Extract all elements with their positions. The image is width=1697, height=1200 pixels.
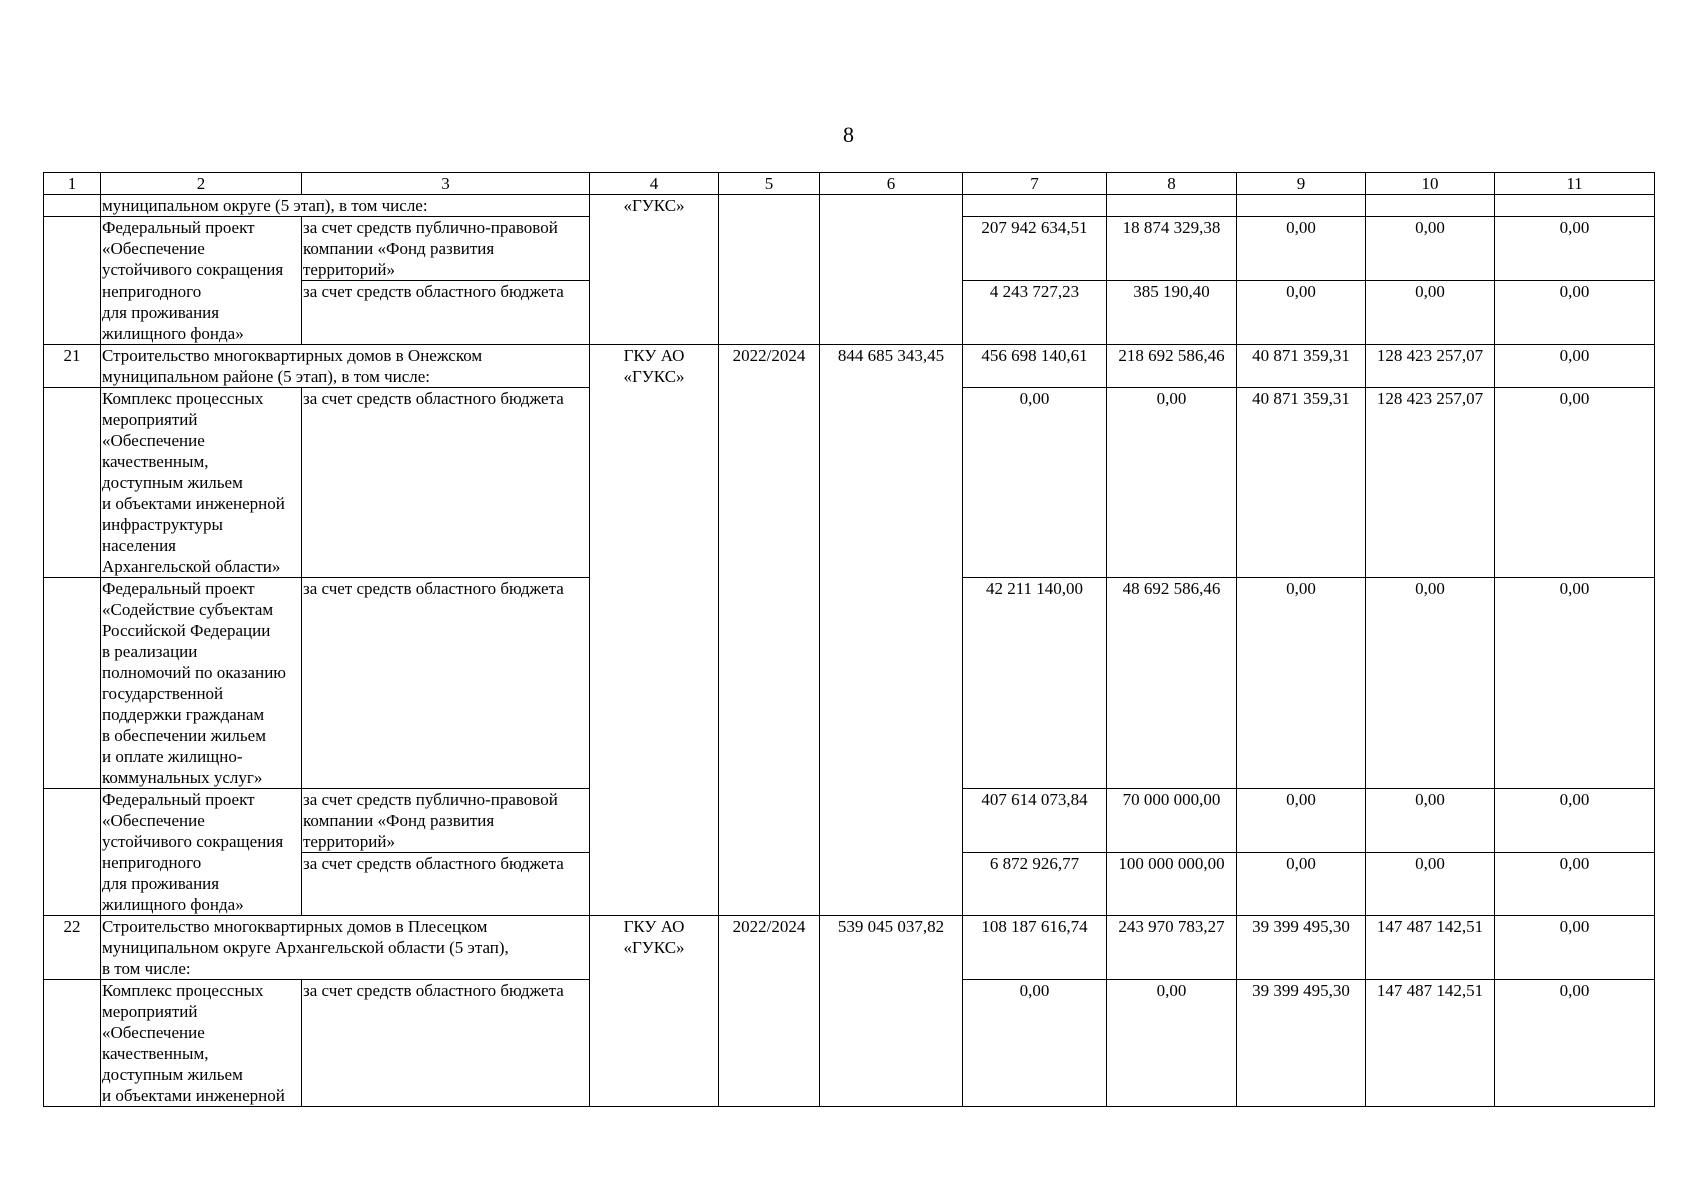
project-line: «Обеспечение	[102, 1023, 205, 1042]
total-cost: 844 685 343,45	[837, 345, 945, 365]
value-cell: 39 399 495,30	[1237, 916, 1366, 980]
value-cell: 456 698 140,61	[963, 344, 1107, 387]
funding-source-cell	[302, 852, 590, 916]
row-number-cell: 21	[44, 344, 101, 387]
funding-source-cell	[302, 217, 590, 281]
total-cost-cell	[820, 195, 963, 345]
value-cell: 128 423 257,07	[1366, 344, 1495, 387]
value-cell: 0,00	[1237, 217, 1366, 281]
project-line: Федеральный проект	[102, 578, 255, 598]
project-name-cell	[101, 980, 302, 1107]
project-line: жилищного фонда»	[102, 323, 244, 343]
column-number: 10	[1366, 173, 1495, 195]
project-line: и объектами инженерной	[102, 1086, 285, 1105]
total-cost: 539 045 037,82	[837, 917, 945, 936]
value-cell: 0,00	[1237, 852, 1366, 916]
page-number: 8	[843, 122, 854, 147]
funding-source-cell	[302, 281, 590, 345]
value-cell	[963, 195, 1107, 217]
value-cell	[1107, 195, 1237, 217]
object-name-line: Строительство многоквартирных домов в Плесецком	[102, 917, 488, 936]
project-line: качественным,	[102, 451, 209, 471]
value-cell	[1495, 195, 1655, 217]
value-cell: 0,00	[1107, 980, 1237, 1107]
row-number-cell: 22	[44, 916, 101, 980]
budget-table	[43, 172, 1655, 1107]
object-name: муниципальном округе (5 этап), в том числе:	[102, 196, 428, 215]
value-cell: 243 970 783,27	[1107, 916, 1237, 980]
project-line: доступным жильем	[102, 472, 243, 492]
value-cell: 42 211 140,00	[963, 577, 1107, 788]
column-number: 3	[302, 173, 590, 195]
value-cell	[1366, 195, 1495, 217]
total-cost-cell	[820, 916, 963, 1107]
project-line: инфраструктуры	[102, 514, 223, 534]
project-line: «Обеспечение	[102, 430, 205, 450]
row-number-cell	[44, 788, 101, 852]
project-name-cell	[101, 788, 302, 852]
value-cell: 70 000 000,00	[1107, 788, 1237, 852]
column-number: 4	[590, 173, 719, 195]
column-number: 7	[963, 173, 1107, 195]
value-cell	[1237, 195, 1366, 217]
project-line: мероприятий	[102, 1002, 198, 1021]
project-line: Комплекс процессных	[102, 981, 264, 1000]
object-name-line: Строительство многоквартирных домов в Онежском	[102, 345, 483, 365]
project-line: непригодного	[102, 281, 202, 301]
column-number: 6	[820, 173, 963, 195]
project-line: Федеральный проект	[102, 789, 255, 809]
project-line: в реализации	[102, 641, 198, 661]
column-number: 2	[101, 173, 302, 195]
row-number-cell	[44, 195, 101, 217]
funding-source-cell	[302, 788, 590, 852]
column-number: 8	[1107, 173, 1237, 195]
value-cell: 0,00	[1495, 387, 1655, 577]
executor-name: ГКУ АО	[623, 345, 685, 365]
table-row	[44, 916, 1655, 980]
funding-line: за счет средств областного бюджета	[303, 282, 564, 301]
project-line: жилищного фонда»	[102, 895, 244, 914]
object-name-line: муниципальном районе (5 этап), в том числе:	[102, 366, 431, 386]
period-cell	[719, 195, 820, 345]
column-number: 1	[44, 173, 101, 195]
funding-source-cell	[302, 577, 590, 788]
funding-line: за счет средств областного бюджета	[303, 578, 564, 598]
value-cell: 6 872 926,77	[963, 852, 1107, 916]
value-cell: 0,00	[963, 980, 1107, 1107]
value-cell: 0,00	[1366, 217, 1495, 281]
value-cell: 0,00	[1495, 217, 1655, 281]
project-name-cell	[101, 217, 302, 281]
value-cell: 0,00	[1366, 577, 1495, 788]
object-name-cell	[101, 916, 509, 980]
period-cell	[719, 344, 820, 916]
object-name-cell	[101, 344, 483, 387]
value-cell: 0,00	[1495, 980, 1655, 1107]
row-number-cell	[44, 217, 101, 281]
project-line: и объектами инженерной	[102, 493, 285, 513]
project-name-cell	[101, 387, 302, 577]
project-line: непригодного	[102, 853, 202, 872]
funding-line: за счет средств областного бюджета	[303, 853, 564, 873]
object-name-cell	[101, 195, 428, 217]
value-cell: 218 692 586,46	[1107, 344, 1237, 387]
project-line: коммунальных услуг»	[102, 767, 263, 787]
project-line: Архангельской области»	[102, 556, 281, 576]
project-line: «Обеспечение	[102, 239, 205, 258]
value-cell: 108 187 616,74	[963, 916, 1107, 980]
funding-line: компании «Фонд развития	[303, 810, 495, 830]
period: 2022/2024	[732, 917, 806, 936]
value-cell: 0,00	[1495, 852, 1655, 916]
table-row	[44, 344, 1655, 387]
project-name-cell	[101, 852, 302, 916]
executor-name: ГКУ АО	[623, 917, 685, 936]
value-cell: 39 399 495,30	[1237, 980, 1366, 1107]
funding-line: за счет средств областного бюджета	[303, 981, 564, 1000]
value-cell: 40 871 359,31	[1237, 387, 1366, 577]
value-cell: 0,00	[1366, 281, 1495, 345]
period: 2022/2024	[732, 345, 806, 365]
column-number: 11	[1495, 173, 1655, 195]
object-name-line: муниципальном округе Архангельской области (5 этап),	[102, 938, 509, 957]
project-line: полномочий по оказанию	[102, 662, 286, 682]
value-cell: 0,00	[1495, 577, 1655, 788]
value-cell: 0,00	[1366, 852, 1495, 916]
funding-line: территорий»	[303, 831, 395, 851]
project-name-cell	[101, 281, 302, 345]
table-row	[44, 195, 1655, 217]
project-line: доступным жильем	[102, 1065, 243, 1084]
project-line: устойчивого сокращения	[102, 831, 284, 851]
project-line: «Обеспечение	[102, 810, 205, 830]
value-cell: 128 423 257,07	[1366, 387, 1495, 577]
value-cell: 0,00	[1495, 916, 1655, 980]
row-number-cell	[44, 387, 101, 577]
project-line: мероприятий	[102, 409, 198, 429]
total-cost-cell	[820, 344, 963, 916]
funding-source-cell	[302, 387, 590, 577]
funding-line: компании «Фонд развития	[303, 239, 495, 258]
executor-cell	[590, 195, 719, 345]
value-cell: 147 487 142,51	[1366, 916, 1495, 980]
project-line: качественным,	[102, 1044, 209, 1063]
object-name-line: в том числе:	[102, 959, 191, 978]
value-cell: 0,00	[1495, 788, 1655, 852]
project-line: населения	[102, 535, 176, 555]
value-cell: 100 000 000,00	[1107, 852, 1237, 916]
column-number: 9	[1237, 173, 1366, 195]
project-line: для проживания	[102, 302, 220, 322]
value-cell: 48 692 586,46	[1107, 577, 1237, 788]
project-line: государственной	[102, 683, 224, 703]
funding-source-cell	[302, 980, 590, 1107]
column-number: 5	[719, 173, 820, 195]
value-cell: 0,00	[1237, 788, 1366, 852]
project-line: поддержки гражданам	[102, 704, 265, 724]
project-line: Федеральный проект	[102, 218, 255, 237]
project-name-cell	[101, 577, 302, 788]
value-cell: 0,00	[963, 387, 1107, 577]
value-cell: 207 942 634,51	[963, 217, 1107, 281]
executor-name: «ГУКС»	[623, 938, 685, 957]
executor-cell	[590, 344, 719, 916]
row-number-cell	[44, 980, 101, 1107]
project-line: Комплекс процессных	[102, 388, 264, 408]
value-cell: 0,00	[1237, 281, 1366, 345]
funding-line: за счет средств областного бюджета	[303, 388, 564, 408]
value-cell: 147 487 142,51	[1366, 980, 1495, 1107]
project-line: Российской Федерации	[102, 620, 271, 640]
value-cell: 0,00	[1495, 281, 1655, 345]
row-number-cell	[44, 852, 101, 916]
project-line: в обеспечении жильем	[102, 725, 266, 745]
value-cell: 0,00	[1237, 577, 1366, 788]
project-line: и оплате жилищно-	[102, 746, 243, 766]
value-cell: 18 874 329,38	[1107, 217, 1237, 281]
executor-cell	[590, 916, 719, 1107]
row-number-cell	[44, 281, 101, 345]
funding-line: территорий»	[303, 260, 395, 279]
project-line: для проживания	[102, 874, 220, 893]
project-line: «Содействие субъектам	[102, 599, 274, 619]
row-number-cell	[44, 577, 101, 788]
value-cell: 0,00	[1366, 788, 1495, 852]
column-number-row	[44, 173, 1655, 195]
value-cell: 407 614 073,84	[963, 788, 1107, 852]
period-cell	[719, 916, 820, 1107]
value-cell: 385 190,40	[1107, 281, 1237, 345]
funding-line: за счет средств публично-правовой	[303, 218, 558, 237]
value-cell: 40 871 359,31	[1237, 344, 1366, 387]
funding-line: за счет средств публично-правовой	[303, 789, 558, 809]
value-cell: 4 243 727,23	[963, 281, 1107, 345]
value-cell: 0,00	[1495, 344, 1655, 387]
executor-name: «ГУКС»	[623, 196, 685, 215]
executor-name: «ГУКС»	[623, 366, 685, 386]
value-cell: 0,00	[1107, 387, 1237, 577]
project-line: устойчивого сокращения	[102, 260, 284, 279]
